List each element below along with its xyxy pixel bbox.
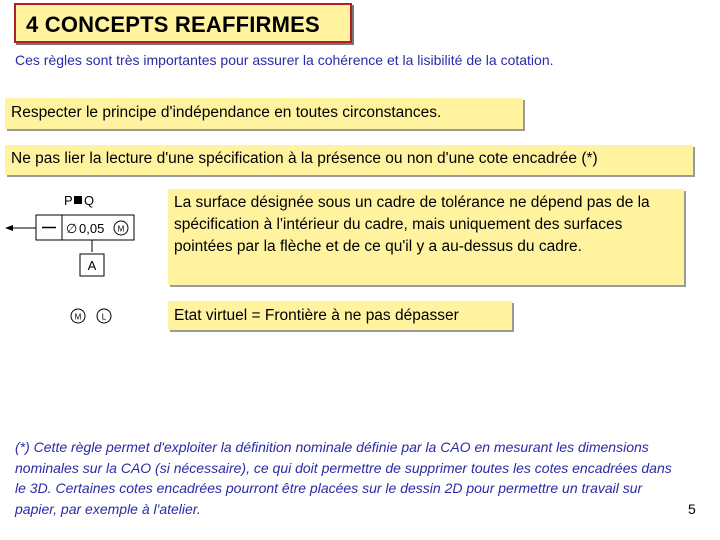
footnote: (*) Cette règle permet d'exploiter la définition nominale définie par la CAO en mesurant les dimensions nominales sur la CAO (si nécessaire), ce qui doit permettre de supprimer toutes les cotes encadrées dans le 3D. Certaines cotes encadrées pourront être placées sur le dessin 2D pour permettre un travail sur papier, par exemple à l'atelier. — [15, 439, 672, 517]
mmc-m-text: M — [74, 312, 82, 322]
modifier-m-text: M — [117, 224, 125, 234]
subtitle: Ces règles sont très importantes pour assurer la cohérence et la lisibilité de la cotation. — [15, 52, 554, 68]
page-number: 5 — [688, 501, 696, 517]
pq-square-icon — [74, 196, 82, 204]
page-title: 4 CONCEPTS REAFFIRMES — [26, 12, 320, 37]
frame-description: La surface désignée sous un cadre de tolérance ne dépend pas de la spécification à l'intérieur du cadre, mais uniquement des surfaces pointées par la flèche et de ce qu'il y a au-dessus du cadre. — [168, 189, 684, 285]
rule-no-link: Ne pas lier la lecture d'une spécification à la présence ou non d'une cote encadrée (*) — [5, 145, 693, 175]
arrow-head-icon — [5, 225, 13, 231]
lmc-l-text: L — [101, 312, 107, 322]
diameter-symbol: ∅ — [66, 221, 78, 236]
pq-label-p: P — [64, 193, 73, 208]
tolerance-value: 0,05 — [79, 221, 105, 236]
pq-label-q: Q — [84, 193, 95, 208]
virtual-state-box: Etat virtuel = Frontière à ne pas dépasser — [168, 301, 512, 330]
rule-independence: Respecter le principe d'indépendance en toutes circonstances. — [5, 98, 523, 129]
datum-label: A — [87, 258, 97, 273]
